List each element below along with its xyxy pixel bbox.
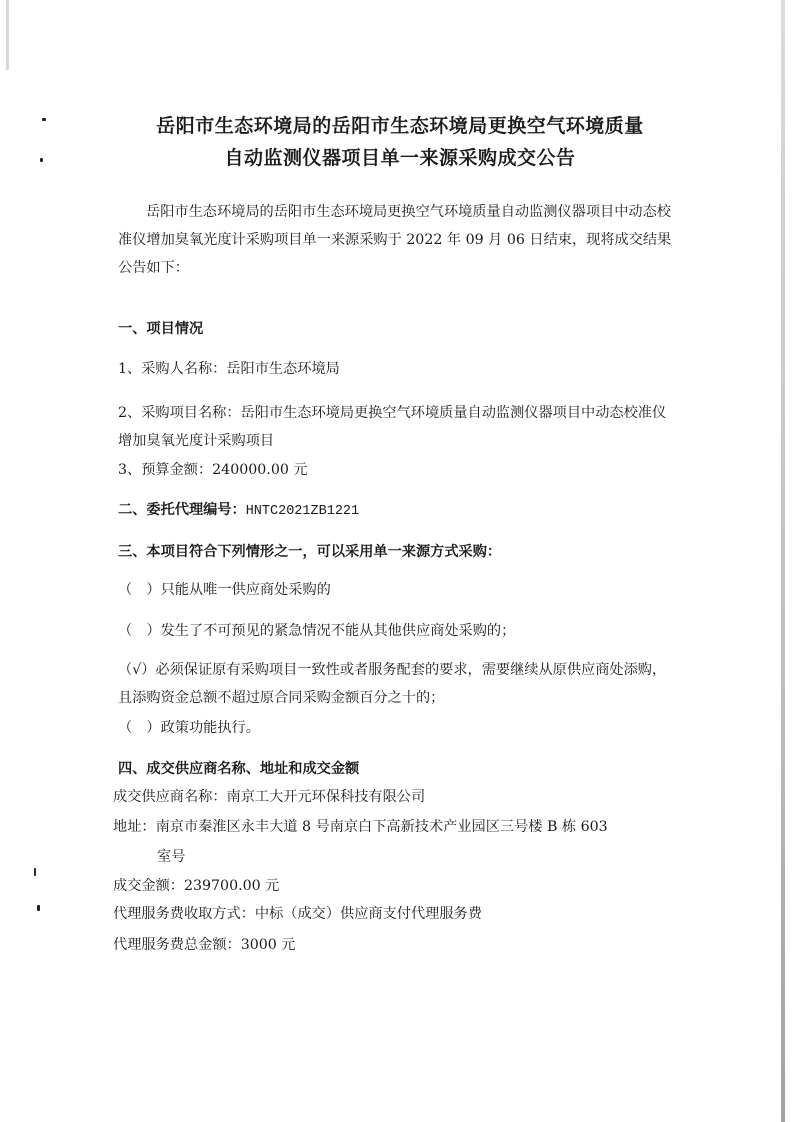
deal-amount-line: 成交金额：239700.00 元: [113, 878, 280, 894]
address-line: 地址：南京市秦淮区永丰大道 8 号南京白下高新技术产业园区三号楼 B 栋 603: [113, 819, 608, 835]
section-1-heading: 一、项目情况: [118, 321, 204, 337]
scan-speck: [42, 118, 46, 121]
scan-edge-right: [781, 0, 785, 1122]
section-3-heading: 三、本项目符合下列情形之一，可以采用单一来源方式采购：: [118, 544, 502, 560]
scan-edge-left: [6, 0, 9, 70]
scan-speck: [40, 158, 43, 162]
purchaser-line: 1、采购人名称：岳阳市生态环境局: [118, 361, 340, 377]
fee-total-line: 代理服务费总金额：3000 元: [113, 937, 296, 953]
section-2-line: [118, 496, 678, 526]
title-line-2: 自动监测仪器项目单一来源采购成交公告: [224, 147, 576, 169]
condition-2: （ ）发生了不可预见的紧急情况不能从其他供应商处采购的；: [118, 623, 516, 639]
section-4-heading: 四、成交供应商名称、地址和成交金额: [118, 761, 360, 777]
condition-1: （ ）只能从唯一供应商处采购的: [118, 582, 331, 598]
project-name-line: 2、采购项目名称：岳阳市生态环境局更换空气环境质量自动监测仪器项目中动态校准仪增加臭氧光度计采购项目: [118, 405, 667, 449]
scan-speck: [34, 868, 36, 876]
title-line-1: 岳阳市生态环境局的岳阳市生态环境局更换空气环境质量: [156, 115, 644, 137]
condition-3: （√）必须保证原有采购项目一致性或者服务配套的要求，需要继续从原供应商处添购，且添购资金总额不超过原合同采购金额百分之十的；: [118, 662, 667, 706]
intro-paragraph: 岳阳市生态环境局的岳阳市生态环境局更换空气环境质量自动监测仪器项目中动态校准仪增加臭氧光度计采购项目单一来源采购于 2022 年 09 月 06 日结束，现将成交结果公告如下：: [118, 204, 672, 276]
section-2-heading: 二、委托代理编号：: [118, 502, 246, 518]
address-line-cont: 室号: [157, 849, 186, 865]
supplier-name-line: 成交供应商名称：南京工大开元环保科技有限公司: [113, 789, 426, 805]
condition-4: （ ）政策功能执行。: [118, 720, 260, 736]
budget-line: 3、预算金额：240000.00 元: [118, 462, 308, 478]
agency-code: HNTC2021ZB1221: [245, 504, 360, 519]
document-title: [120, 110, 680, 174]
fee-method-line: 代理服务费收取方式：中标（成交）供应商支付代理服务费: [113, 906, 482, 922]
scan-speck: [37, 905, 40, 911]
